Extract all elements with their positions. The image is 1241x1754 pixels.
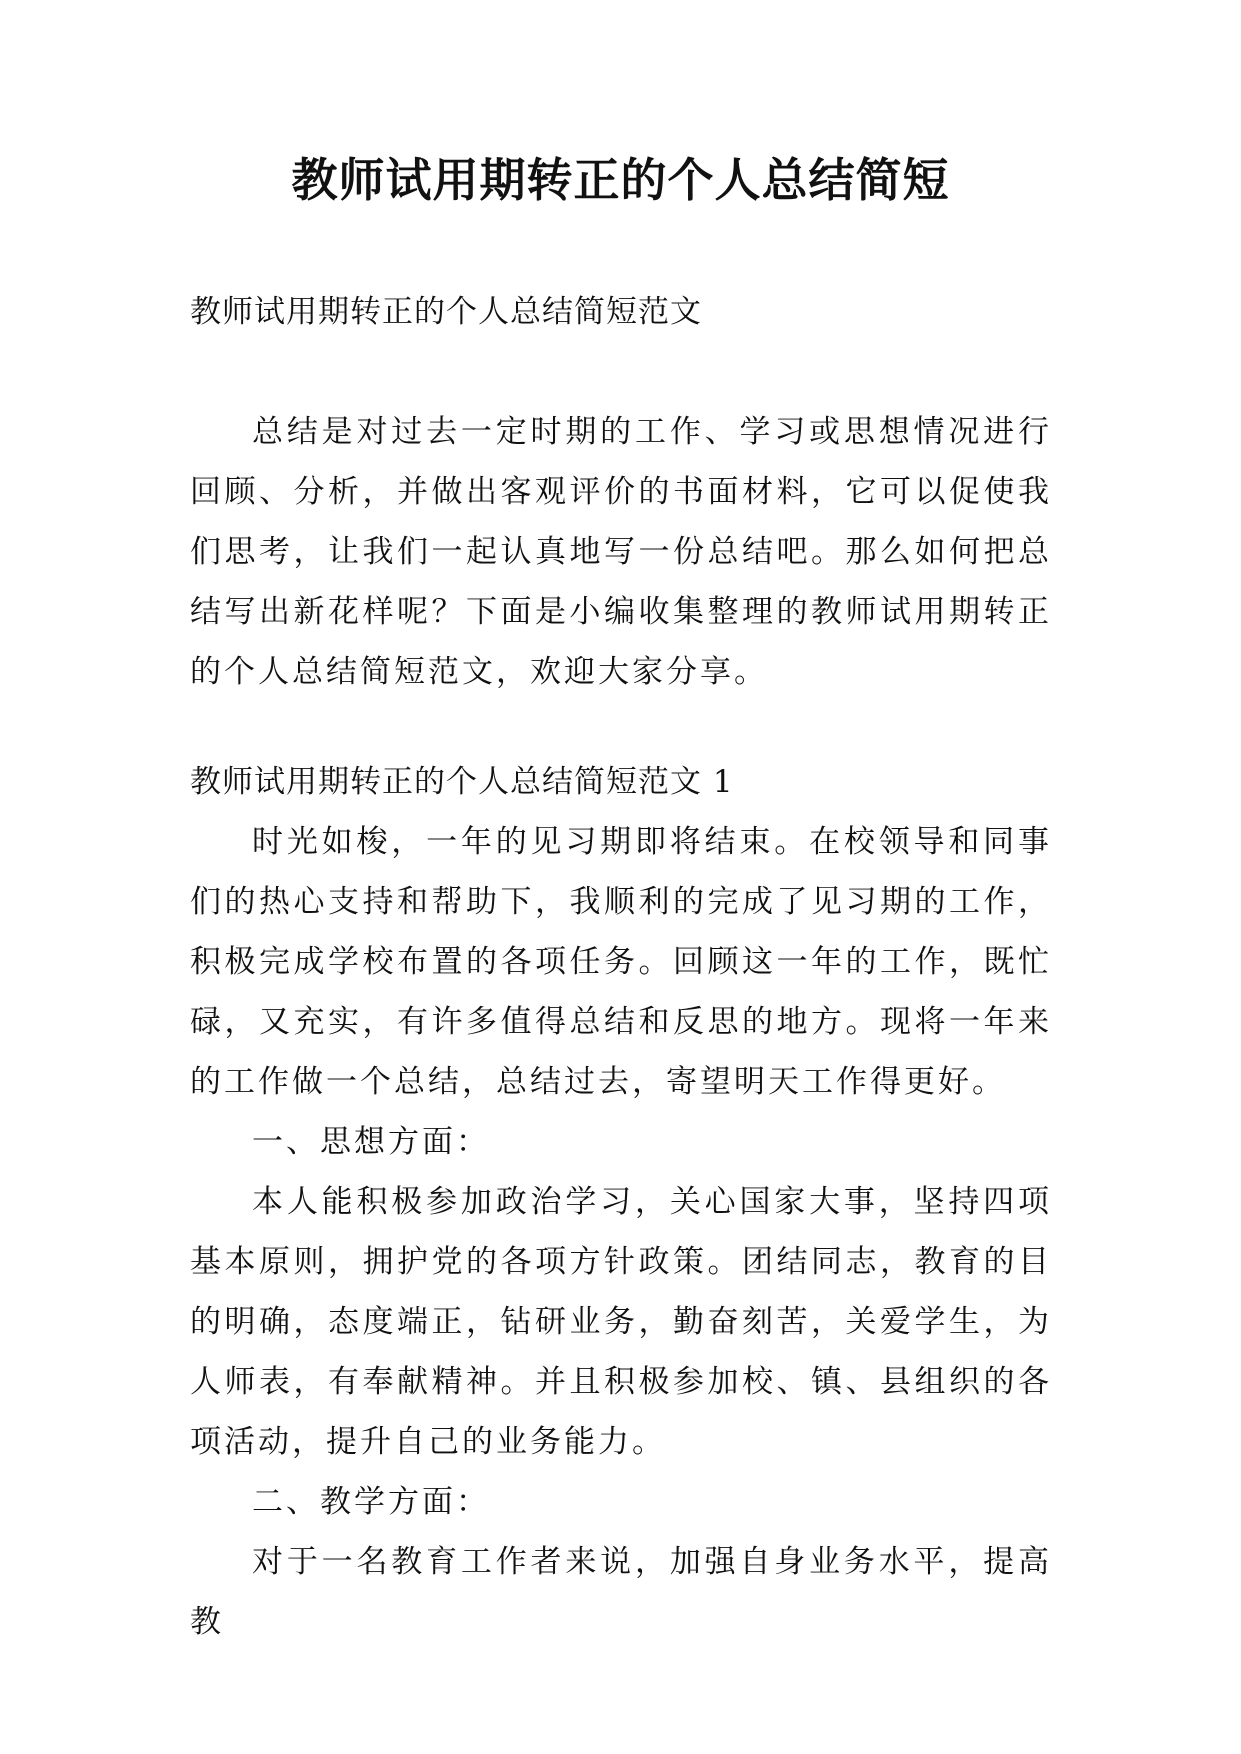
body-paragraph-3: 对于一名教育工作者来说，加强自身业务水平，提高教 xyxy=(190,1544,1052,1640)
document-subtitle: 教师试用期转正的个人总结简短范文 xyxy=(190,294,702,330)
body-paragraph-1: 时光如梭，一年的见习期即将结束。在校领导和同事们的热心支持和帮助下，我顺利的完成了见习期的工作，积极完成学校布置的各项任务。回顾这一年的工作，既忙碌，又充实，有许多值得总结和反思的地方。现将一年来的工作做一个总结，总结过去，寄望明天工作得更好。 xyxy=(190,824,1052,1100)
body-paragraph-2: 本人能积极参加政治学习，关心国家大事，坚持四项基本原则，拥护党的各项方针政策。团结同志，教育的目的明确，态度端正，钻研业务，勤奋刻苦，关爱学生，为人师表，有奉献精神。并且积极参加校、镇、县组织的各项活动，提升自己的业务能力。 xyxy=(190,1184,1052,1460)
section-heading: 教师试用期转正的个人总结简短范文 1 xyxy=(190,764,734,800)
subheading-thought: 一、思想方面： xyxy=(252,1124,490,1160)
body-block xyxy=(190,812,1052,1652)
subheading-teaching: 二、教学方面： xyxy=(252,1484,490,1520)
intro-paragraph: 总结是对过去一定时期的工作、学习或思想情况进行回顾、分析，并做出客观评价的书面材料，它可以促使我们思考，让我们一起认真地写一份总结吧。那么如何把总结写出新花样呢？下面是小编收集整理的教师试用期转正的个人总结简短范文，欢迎大家分享。 xyxy=(190,414,1052,690)
document-title: 教师试用期转正的个人总结简短 xyxy=(291,153,950,207)
intro-block xyxy=(190,402,1052,702)
